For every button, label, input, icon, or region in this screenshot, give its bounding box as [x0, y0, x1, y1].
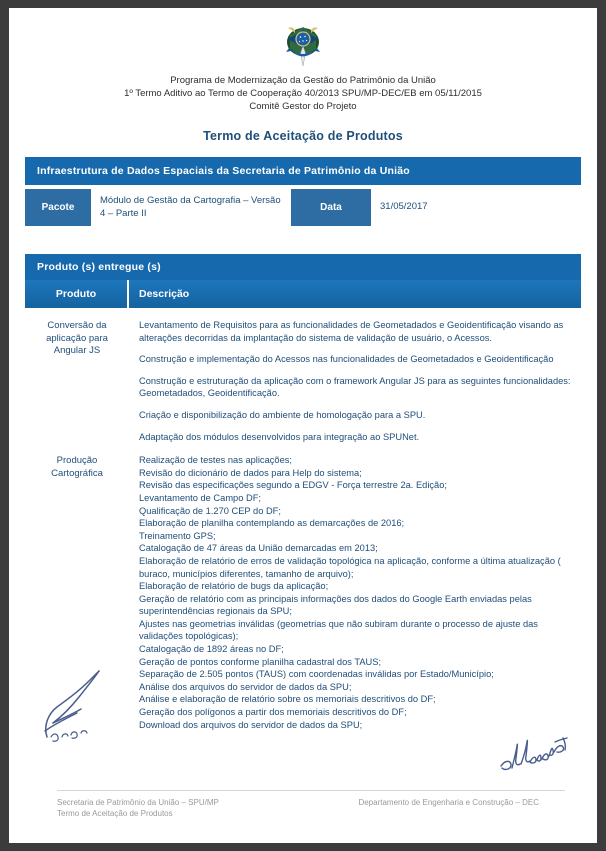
description-line: Geração de pontos conforme planilha cadastral dos TAUS; [139, 656, 382, 667]
signature-right [495, 726, 575, 782]
description-line: Catalogação de 1892 áreas no DF; [139, 644, 284, 655]
page-footer [57, 790, 565, 819]
description-paragraph: Construção e implementação do Acessos nas funcionalidades de Geometadados e Geoidentificação [139, 354, 554, 365]
footer-left [57, 797, 219, 819]
description-line: Análise e elaboração de relatório sobre os memoriais descritivos do DF; [139, 694, 436, 705]
row-produto-label: Conversão da aplicação para Angular JS [46, 320, 108, 356]
row-descricao [129, 443, 581, 731]
column-header-produto: Produto [25, 280, 129, 308]
description-line: Qualificação de 1.270 CEP do DF; [139, 505, 281, 516]
row-produto-label: Produção Cartográfica [51, 455, 103, 479]
info-table [25, 157, 581, 226]
description-line: Ajustes nas geometrias inválidas (geometrias que não subiram durante o processo de ajuste das validações topológicas); [139, 618, 538, 642]
footer-left-line-1: Secretaria de Patrimônio da União – SPU/MP [57, 798, 219, 807]
document-page [9, 8, 597, 843]
description-paragraph: Criação e disponibilização do ambiente de homologação para a SPU. [139, 409, 426, 420]
table-row [25, 308, 581, 443]
description-line: Revisão das especificações segundo a EDGV - Força terrestre 2a. Edição; [139, 480, 447, 491]
pacote-label: Pacote [25, 189, 91, 226]
description-paragraph: Construção e estruturação da aplicação com o framework Angular JS para as seguintes funcionalidades: Geometadados, Geoidentificação. [139, 375, 571, 399]
info-table-band: Infraestrutura de Dados Espaciais da Secretaria de Patrimônio da União [25, 157, 581, 185]
table-row [25, 443, 581, 731]
description-line: Catalogação de 47 áreas da União demarcadas em 2013; [139, 543, 378, 554]
description-line: Geração dos polígonos a partir dos memoriais descritivos do DF; [139, 707, 407, 718]
footer-left-line-2: Termo de Aceitação de Produtos [57, 809, 173, 818]
description-line: Revisão do dicionário de dados para Help do sistema; [139, 467, 362, 478]
org-line-2: 1º Termo Aditivo ao Termo de Cooperação 40/2013 SPU/MP-DEC/EB em 05/11/2015 [124, 88, 482, 99]
description-line: Geração de relatório com as principais informações dos dados do Google Earth enviadas pelas superintendências regionais da SPU; [139, 593, 532, 617]
description-line: Realização de testes nas aplicações; [139, 455, 292, 466]
description-line: Análise dos arquivos do servidor de dados da SPU; [139, 681, 352, 692]
description-line: Elaboração de planilha contemplando as demarcações de 2016; [139, 518, 405, 529]
description-line: Treinamento GPS; [139, 530, 216, 541]
footer-right-line-1: Departamento de Engenharia e Construção – DEC [358, 798, 539, 807]
description-paragraph: Adaptação dos módulos desenvolvidos para integração ao SPUNet. [139, 431, 420, 442]
brazil-coat-of-arms-icon [282, 22, 324, 68]
masthead [9, 8, 597, 143]
products-table-header [25, 280, 581, 308]
description-line: Elaboração de relatório de erros de validação topológica na aplicação, conforme a última atualização ( buraco, municípios diferentes, tamanho de arquivo); [139, 555, 561, 579]
page-title: Termo de Aceitação de Produtos [203, 129, 403, 143]
description-line: Levantamento de Campo DF; [139, 492, 261, 503]
pacote-value: Módulo de Gestão da Cartografia – Versão 4 – Parte II [100, 195, 281, 219]
description-line: Download dos arquivos do servidor de dados da SPU; [139, 719, 363, 730]
footer-right [358, 797, 565, 819]
org-line-1: Programa de Modernização da Gestão do Patrimônio da União [170, 75, 436, 86]
data-value: 31/05/2017 [380, 201, 428, 213]
products-table-band: Produto (s) entregue (s) [25, 254, 581, 280]
description-line: Separação de 2.505 pontos (TAUS) com coordenadas inválidas por Estado/Município; [139, 669, 494, 680]
products-table [25, 254, 581, 731]
description-line: Elaboração de relatório de bugs da aplicação; [139, 581, 329, 592]
section-spacer [9, 226, 597, 254]
org-lines [9, 74, 597, 113]
pacote-row [25, 189, 581, 226]
column-header-descricao: Descrição [139, 288, 190, 300]
description-paragraph: Levantamento de Requisitos para as funcionalidades de Geometadados e Geoidentificação visando as alterações decorridas da implantação do sistema de validação de usuário, o Acessos. [139, 320, 564, 343]
data-label: Data [291, 189, 371, 226]
org-line-3: Comitê Gestor do Projeto [249, 101, 357, 112]
row-descricao [129, 308, 581, 443]
